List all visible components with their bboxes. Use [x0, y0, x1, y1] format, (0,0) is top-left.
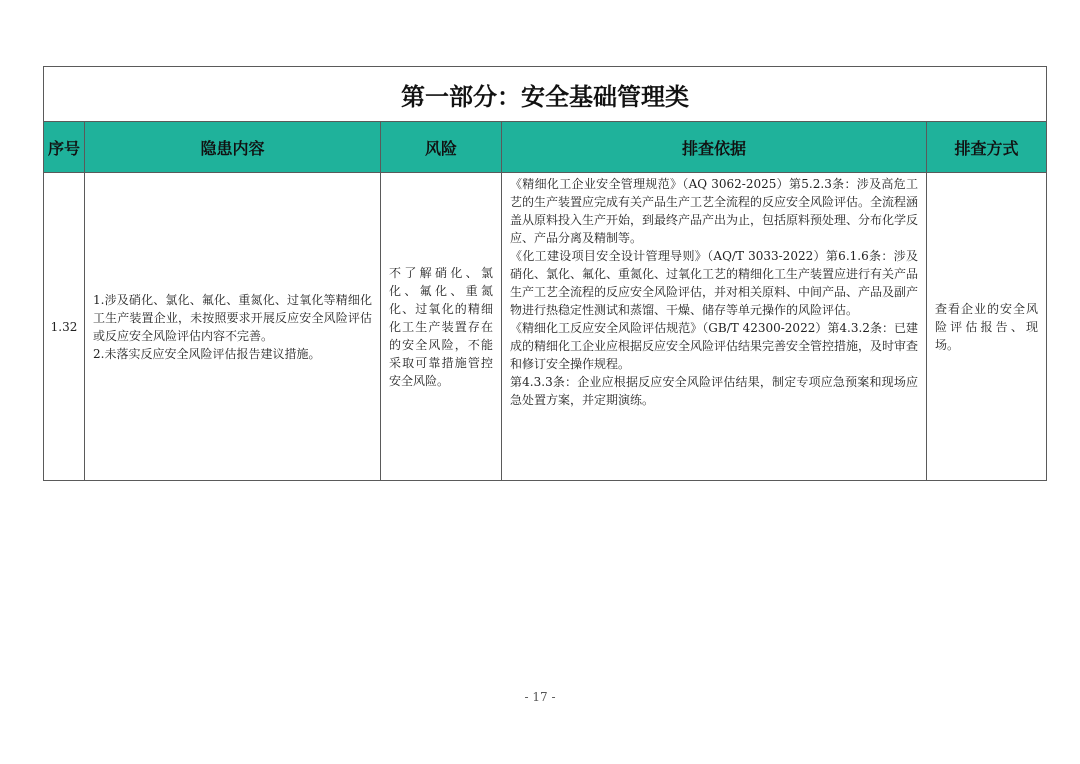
- cell-risk: 不了解硝化、氯化、氟化、重氮化、过氧化的精细化工生产装置存在的安全风险，不能采取可靠措施管控安全风险。: [381, 173, 502, 481]
- basis-item: 《化工建设项目安全设计管理导则》（AQ/T 3033-2022）第6.1.6条：涉及硝化、氯化、氟化、重氮化、过氧化工艺的精细化工生产装置应进行有关产品生产工艺全流程的反应安全风险评估，并对相关原料、中间产品、产品及副产物进行热稳定性测试和蒸馏、干燥、储存等单元操作的风险评估。: [510, 249, 919, 317]
- page-number: - 17 -: [524, 690, 556, 704]
- header-method: 排查方式: [927, 122, 1047, 173]
- basis-item: 《精细化工反应安全风险评估规范》（GB/T 42300-2022）第4.3.2条：已建成的精细化工企业应根据反应安全风险评估结果完善安全管控措施，及时审查和修订安全操作规程。: [510, 321, 919, 371]
- basis-item: 第4.3.3条：企业应根据反应安全风险评估结果，制定专项应急预案和现场应急处置方案，并定期演练。: [510, 375, 918, 407]
- table-row: [44, 173, 1047, 481]
- cell-no: 1.32: [44, 173, 85, 481]
- header-risk: 风险: [381, 122, 502, 173]
- cell-method: 查看企业的安全风险评估报告、现场。: [927, 173, 1047, 481]
- header-basis: 排查依据: [502, 122, 927, 173]
- hazard-table: [43, 66, 1047, 481]
- hazard-item: 1.涉及硝化、氯化、氟化、重氮化、过氧化等精细化工生产装置企业，未按照要求开展反应安全风险评估或反应安全风险评估内容不完善。: [93, 292, 372, 343]
- cell-hazard: [85, 173, 381, 481]
- hazard-item: 2.未落实反应安全风险评估报告建议措施。: [93, 346, 321, 361]
- header-no: 序号: [44, 122, 85, 173]
- header-hazard: 隐患内容: [85, 122, 381, 173]
- cell-basis: [502, 173, 927, 481]
- table-title: 第一部分：安全基础管理类: [44, 67, 1047, 122]
- basis-item: 《精细化工企业安全管理规范》（AQ 3062-2025）第5.2.3条：涉及高危工艺的生产装置应完成有关产品生产工艺全流程的反应安全风险评估。全流程涵盖从原料投入生产开始，到最终产品产出为止，包括原料预处理、分布化学反应、产品分离及精制等。: [510, 177, 919, 245]
